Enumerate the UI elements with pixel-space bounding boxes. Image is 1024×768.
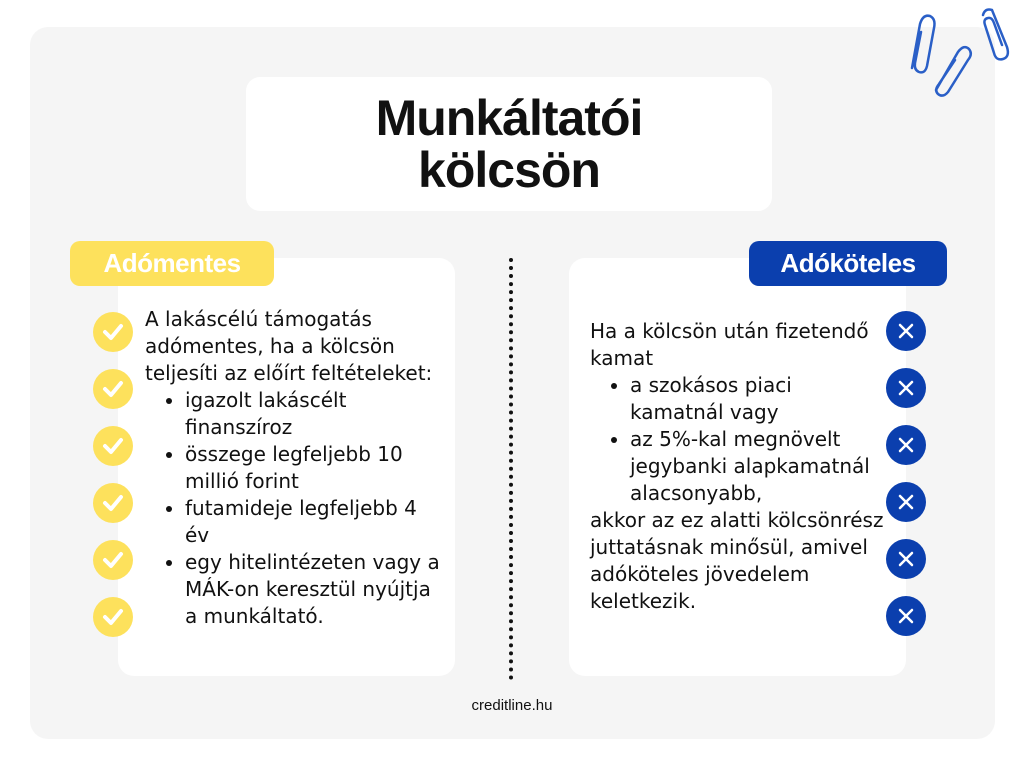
list-item: • az 5%-kal megnövelt jegybanki alapkamatnál alacsonyabb, — [630, 426, 890, 507]
check-circle-icon — [93, 426, 133, 466]
tax-free-text — [145, 306, 445, 630]
list-item: • igazolt lakáscélt finanszíroz — [185, 387, 445, 441]
tax-free-label: Adómentes — [70, 241, 274, 286]
tax-free-intro: A lakáscélú támogatás adómentes, ha a kölcsön teljesíti az előírt feltételeket: — [145, 307, 433, 385]
dotted-divider — [509, 258, 513, 680]
x-circle-icon — [886, 368, 926, 408]
taxable-text — [590, 318, 890, 615]
check-circle-icon — [93, 483, 133, 523]
page-title — [376, 92, 643, 196]
tax-free-conditions — [145, 387, 445, 630]
title-card — [246, 77, 772, 211]
check-circle-icon — [93, 597, 133, 637]
list-item: • futamideje legfeljebb 4 év — [185, 495, 445, 549]
title-line-2: kölcsön — [418, 142, 600, 198]
footer-source: creditline.hu — [471, 697, 553, 714]
paperclip-icon — [975, 5, 1015, 65]
taxable-label: Adóköteles — [749, 241, 947, 286]
taxable-outro: akkor az ez alatti kölcsönrész juttatásnak minősül, amivel adóköteles jövedelem keletkezik. — [590, 508, 884, 613]
title-line-1: Munkáltatói — [375, 90, 643, 146]
taxable-intro: Ha a kölcsön után fizetendő kamat — [590, 319, 869, 370]
x-circle-icon — [886, 425, 926, 465]
x-circle-icon — [886, 482, 926, 522]
x-circle-icon — [886, 311, 926, 351]
check-circle-icon — [93, 312, 133, 352]
list-item: • a szokásos piaci kamatnál vagy — [630, 372, 890, 426]
taxable-conditions — [590, 372, 890, 507]
list-item: • összege legfeljebb 10 millió forint — [185, 441, 445, 495]
list-item: • egy hitelintézeten vagy a MÁK-on keresztül nyújtja a munkáltató. — [185, 549, 445, 630]
paperclip-icon — [928, 40, 973, 100]
x-circle-icon — [886, 539, 926, 579]
x-circle-icon — [886, 596, 926, 636]
check-circle-icon — [93, 369, 133, 409]
check-circle-icon — [93, 540, 133, 580]
